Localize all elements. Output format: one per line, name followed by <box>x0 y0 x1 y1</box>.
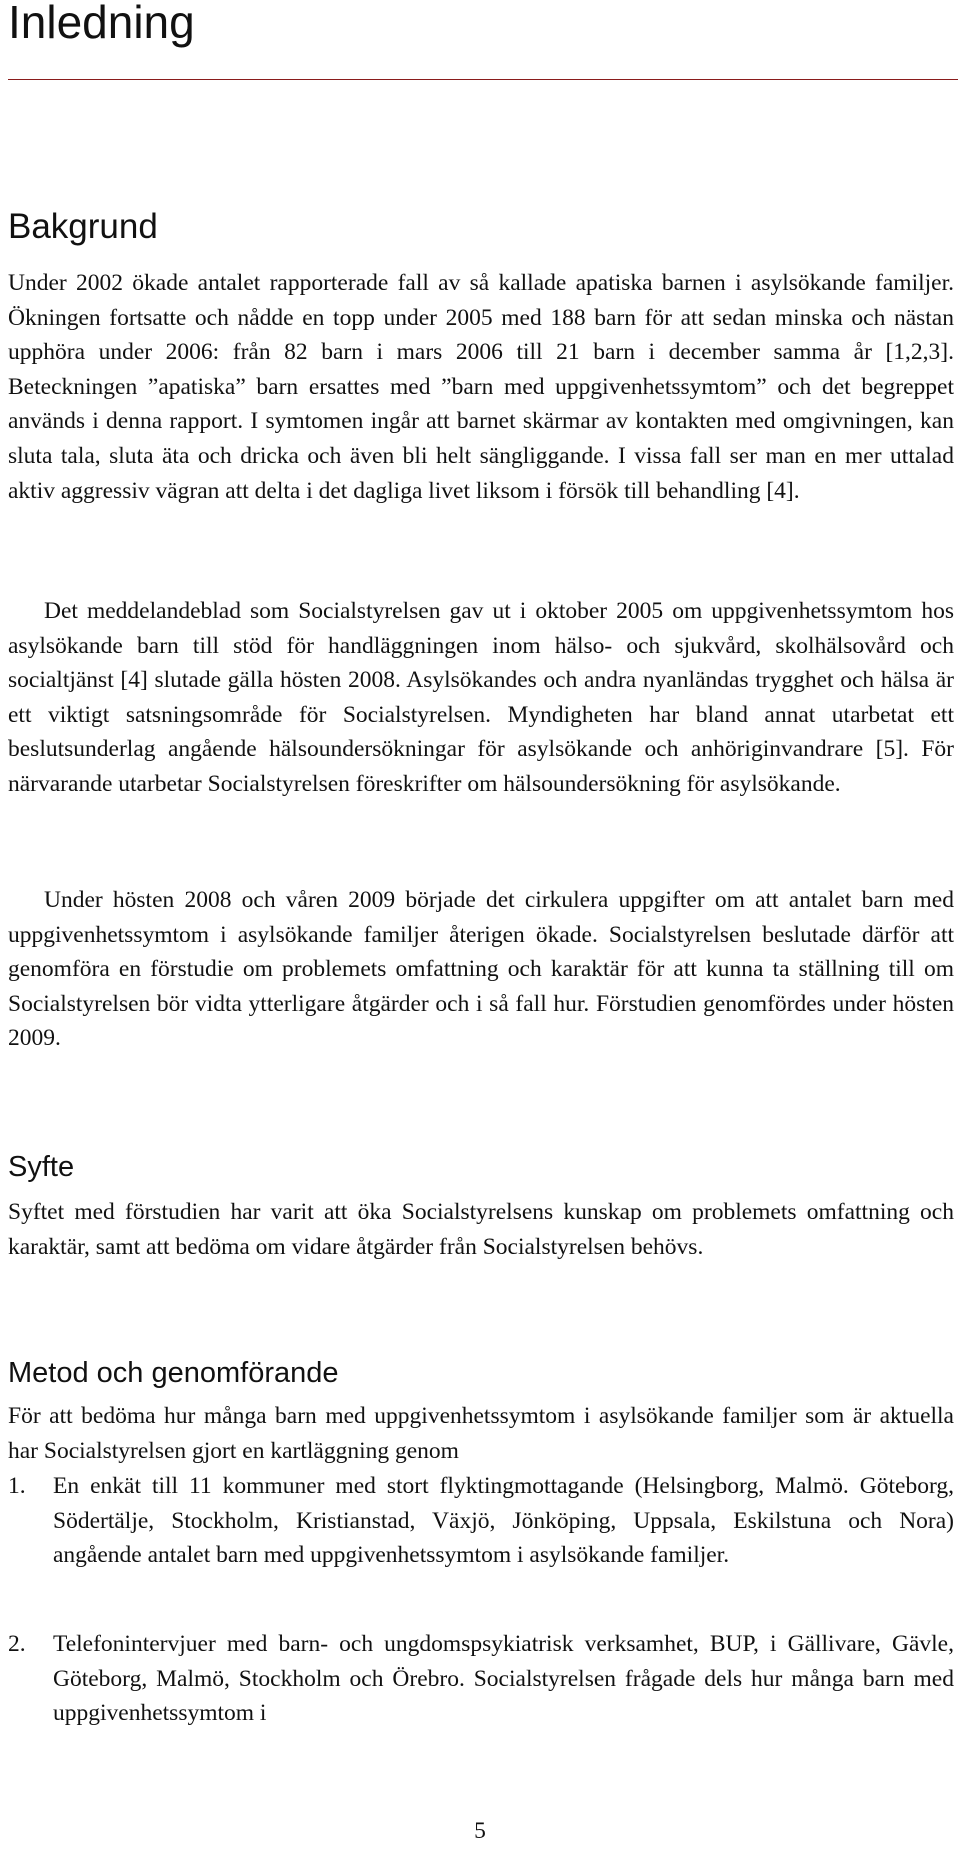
paragraph-bakgrund-3: Under hösten 2008 och våren 2009 började det cirkulera uppgifter om att antalet barn med uppgivenhetssymtom i asylsökande familjer återigen ökade. Socialstyrelsen beslutade därför att genomföra en förstudie om problemets omfattning och karaktär för att kunna ta ställning till om Socialstyrelsen bör vidta ytterligare åtgärder och i så fall hur. Förstudien genomfördes under hösten 2009. <box>8 887 954 1052</box>
section-heading-bakgrund: Bakgrund <box>8 207 158 246</box>
paragraph-bakgrund-1: Under 2002 ökade antalet rapporterade fall av så kallade apatiska barnen i asylsökande familjer. Ökningen fortsatte och nådde en topp under 2005 med 188 barn för att sedan minska och nästan upphöra under 2006: från 82 barn i mars 2006 till 21 barn i december samma år [1,2,3]. Beteckningen ”apatiska” barn ersattes med ”barn med uppgivenhetssymtom” och det begreppet används i denna rapport. I symtomen ingår att barnet skärmar av kontakten med omgivningen, kan sluta tala, sluta äta och dricka och även bli helt sängliggande. I vissa fall ser man en mer uttalad aktiv aggressiv vägran att delta i det dagliga livet liksom i försök till behandling [4]. <box>8 270 954 504</box>
list-item-text: Telefonintervjuer med barn- och ungdomspsykiatrisk verksamhet, BUP, i Gällivare, Gävle, Göteborg, Malmö, Stockholm och Örebro. Socialstyrelsen frågade dels hur många barn med uppgivenhetssymtom i <box>53 1631 954 1727</box>
list-item-text: En enkät till 11 kommuner med stort flyktingmottagande (Helsingborg, Malmö. Göteborg, Södertälje, Stockholm, Kristianstad, Växjö, Jönköping, Uppsala, Eskilstuna och Nora) angående antalet barn med uppgivenhetssymtom i asylsökande familjer. <box>53 1473 954 1569</box>
paragraph-metod-intro: För att bedöma hur många barn med uppgivenhetssymtom i asylsökande familjer som är aktuella har Socialstyrelsen gjort en kartläggning genom <box>8 1403 954 1464</box>
heading-rule <box>8 79 958 80</box>
paragraph-syfte: Syftet med förstudien har varit att öka Socialstyrelsens kunskap om problemets omfattning och karaktär, samt att bedöma om vidare åtgärder från Socialstyrelsen behövs. <box>8 1199 954 1260</box>
list-item-number: 2. <box>8 1631 26 1657</box>
list-item-number: 1. <box>8 1473 26 1499</box>
paragraph-bakgrund-2: Det meddelandeblad som Socialstyrelsen gav ut i oktober 2005 om uppgivenhetssymtom hos asylsökande barn till stöd för handläggningen inom hälso- och sjukvård, skolhälsovård och socialtjänst [4] slutade gälla hösten 2008. Asylsökandes och andra nyanländas trygghet och hälsa är ett viktigt satsningsområde för Socialstyrelsen. Myndigheten har bland annat utarbetat ett beslutsunderlag angående hälsoundersökningar för asylsökande och anhöriginvandrare [5]. För närvarande utarbetar Socialstyrelsen föreskrifter om hälsoundersökning för asylsökande. <box>8 598 954 797</box>
page-number: 5 <box>474 1818 486 1844</box>
section-heading-metod: Metod och genomförande <box>8 1357 339 1389</box>
chapter-heading: Inledning <box>8 0 195 48</box>
section-heading-syfte: Syfte <box>8 1151 75 1183</box>
